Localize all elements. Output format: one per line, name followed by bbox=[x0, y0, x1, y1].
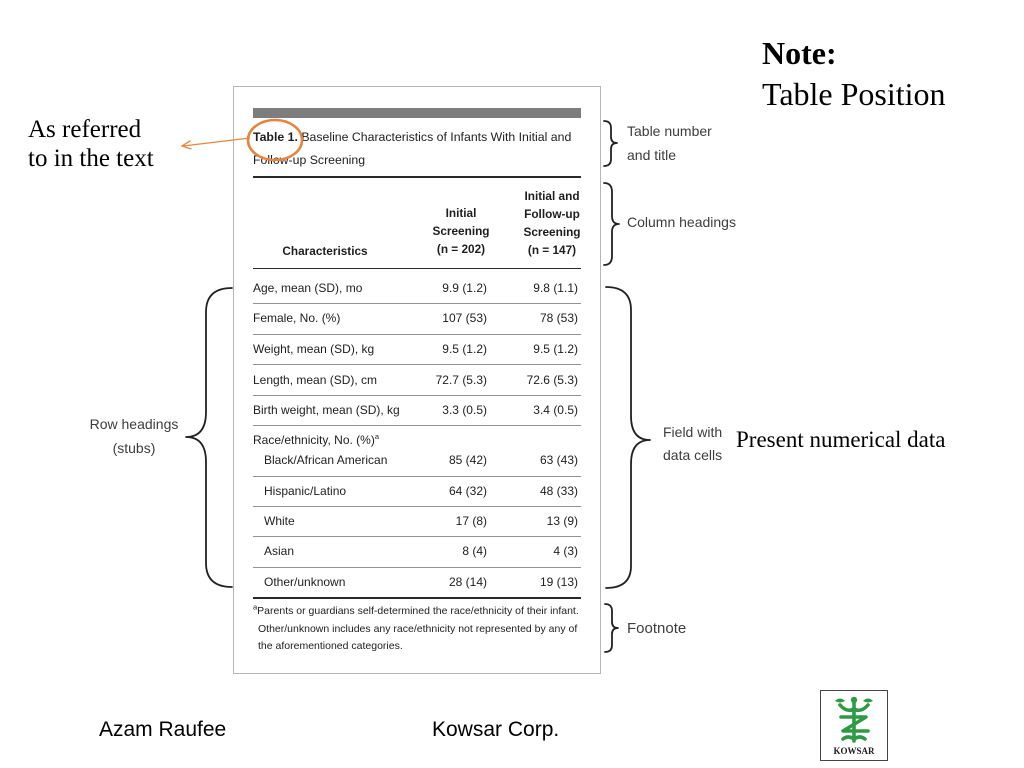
table-row bbox=[233, 575, 601, 589]
header-initial-screening bbox=[421, 204, 501, 258]
data-field-brace bbox=[606, 287, 650, 588]
row-heading: Weight, mean (SD), kg bbox=[253, 342, 375, 356]
data-cell-initial: 9.5 (1.2) bbox=[442, 342, 487, 356]
table-row bbox=[233, 311, 601, 325]
data-cell-follow-up: 19 (13) bbox=[539, 575, 578, 589]
group-heading bbox=[253, 433, 379, 447]
annotation-row-headings: (stubs) bbox=[112, 440, 156, 456]
row-separator bbox=[253, 506, 581, 507]
header-rule bbox=[253, 268, 581, 269]
table-row bbox=[233, 373, 601, 387]
row-heading: Female, No. (%) bbox=[253, 311, 341, 325]
header-line: (n = 202) bbox=[436, 242, 486, 256]
data-cell-initial: 3.3 (0.5) bbox=[442, 403, 487, 417]
table-row bbox=[233, 484, 601, 498]
column-headings-brace bbox=[604, 183, 619, 265]
field-description: Present numerical data bbox=[736, 427, 946, 452]
data-cell-follow-up: 48 (33) bbox=[539, 484, 578, 498]
data-cell-initial: 9.9 (1.2) bbox=[442, 281, 487, 295]
title-rule bbox=[253, 176, 581, 178]
footnote-line-1 bbox=[253, 604, 579, 618]
annotation-table-number-title: and title bbox=[627, 147, 677, 163]
row-heading: Hispanic/Latino bbox=[264, 484, 347, 498]
table-title-brace bbox=[604, 121, 617, 166]
kowsar-logo bbox=[820, 690, 888, 761]
row-separator bbox=[253, 334, 581, 335]
row-heading: Black/African American bbox=[264, 453, 388, 467]
annotation-data-field: data cells bbox=[663, 447, 723, 463]
data-cell-initial: 72.7 (5.3) bbox=[435, 373, 487, 387]
row-heading: Age, mean (SD), mo bbox=[253, 281, 363, 295]
footnote-line-2: Other/unknown includes any race/ethnicity not represented by any of bbox=[258, 623, 578, 635]
author-name: Azam Raufee bbox=[99, 718, 227, 741]
header-line: Screening bbox=[432, 224, 490, 238]
annotation-data-field: Field with bbox=[663, 424, 723, 440]
group-heading-label: Race/ethnicity, No. (%) bbox=[253, 433, 375, 447]
logo-text: KOWSAR bbox=[833, 746, 875, 756]
row-heading: Other/unknown bbox=[264, 575, 346, 589]
data-cell-initial: 107 (53) bbox=[442, 311, 487, 325]
table-bottom-rule bbox=[253, 597, 581, 599]
arrowhead-icon bbox=[182, 141, 192, 149]
header-characteristics: Characteristics bbox=[282, 244, 368, 258]
table-row bbox=[233, 544, 601, 558]
annotation-row-headings: Row headings bbox=[89, 416, 179, 432]
table-row bbox=[233, 453, 601, 467]
row-separator bbox=[253, 303, 581, 304]
company-name: Kowsar Corp. bbox=[432, 718, 560, 741]
table-row bbox=[233, 514, 601, 528]
row-heading: White bbox=[264, 514, 295, 528]
header-line: (n = 147) bbox=[527, 243, 577, 257]
data-cell-follow-up: 72.6 (5.3) bbox=[526, 373, 578, 387]
data-cell-initial: 17 (8) bbox=[455, 514, 487, 528]
row-separator bbox=[253, 395, 581, 396]
table-title-text: Baseline Characteristics of Infants With Initial and bbox=[301, 130, 572, 144]
data-cell-follow-up: 3.4 (0.5) bbox=[533, 403, 578, 417]
data-cell-follow-up: 9.5 (1.2) bbox=[533, 342, 578, 356]
note-text: Table Position bbox=[762, 76, 946, 112]
data-cell-initial: 64 (32) bbox=[448, 484, 487, 498]
row-separator bbox=[253, 425, 581, 426]
header-line: Screening bbox=[523, 225, 581, 239]
annotation-footnote: Footnote bbox=[627, 620, 687, 637]
data-cell-follow-up: 63 (43) bbox=[539, 453, 578, 467]
row-separator bbox=[253, 536, 581, 537]
data-cell-follow-up: 9.8 (1.1) bbox=[533, 281, 578, 295]
table-row bbox=[233, 281, 601, 295]
header-line: Initial bbox=[445, 206, 477, 220]
annotation-table-number-title: Table number bbox=[627, 123, 712, 139]
row-headings-brace bbox=[186, 288, 232, 587]
footnote-brace bbox=[605, 604, 618, 652]
row-heading: Asian bbox=[264, 544, 295, 558]
footnote-marker: a bbox=[374, 432, 379, 441]
referred-text-line-2: to in the text bbox=[28, 145, 154, 172]
annotation-column-headings: Column headings bbox=[627, 214, 736, 230]
row-heading: Birth weight, mean (SD), kg bbox=[253, 403, 400, 417]
footnote-line-3: the aforementioned categories. bbox=[258, 640, 403, 652]
header-follow-up-screening bbox=[512, 187, 592, 259]
header-line: Follow-up bbox=[524, 207, 580, 221]
data-cell-initial: 85 (42) bbox=[448, 453, 487, 467]
group-row-race bbox=[233, 433, 601, 447]
note-heading: Note: bbox=[762, 35, 837, 71]
table-number: Table 1. bbox=[253, 130, 298, 144]
kowsar-logo-icon bbox=[821, 693, 887, 747]
row-separator bbox=[253, 364, 581, 365]
data-cell-initial: 8 (4) bbox=[462, 544, 487, 558]
footnote-text: Parents or guardians self-determined the race/ethnicity of their infant. bbox=[257, 605, 579, 617]
table-title-line-1 bbox=[253, 129, 571, 145]
footnote-marker: a bbox=[253, 602, 258, 612]
data-cell-initial: 28 (14) bbox=[448, 575, 487, 589]
data-cell-follow-up: 13 (9) bbox=[546, 514, 578, 528]
table-row bbox=[233, 403, 601, 417]
table-row bbox=[233, 342, 601, 356]
row-heading: Length, mean (SD), cm bbox=[253, 373, 378, 387]
table-figure bbox=[233, 86, 601, 674]
row-separator bbox=[253, 476, 581, 477]
header-line: Initial and bbox=[524, 189, 580, 203]
table-title-line-2: Follow-up Screening bbox=[253, 153, 366, 167]
row-separator bbox=[253, 567, 581, 568]
table-top-bar bbox=[253, 108, 581, 118]
referred-text-line-1: As referred bbox=[28, 116, 142, 143]
data-cell-follow-up: 78 (53) bbox=[539, 311, 578, 325]
data-cell-follow-up: 4 (3) bbox=[553, 544, 578, 558]
